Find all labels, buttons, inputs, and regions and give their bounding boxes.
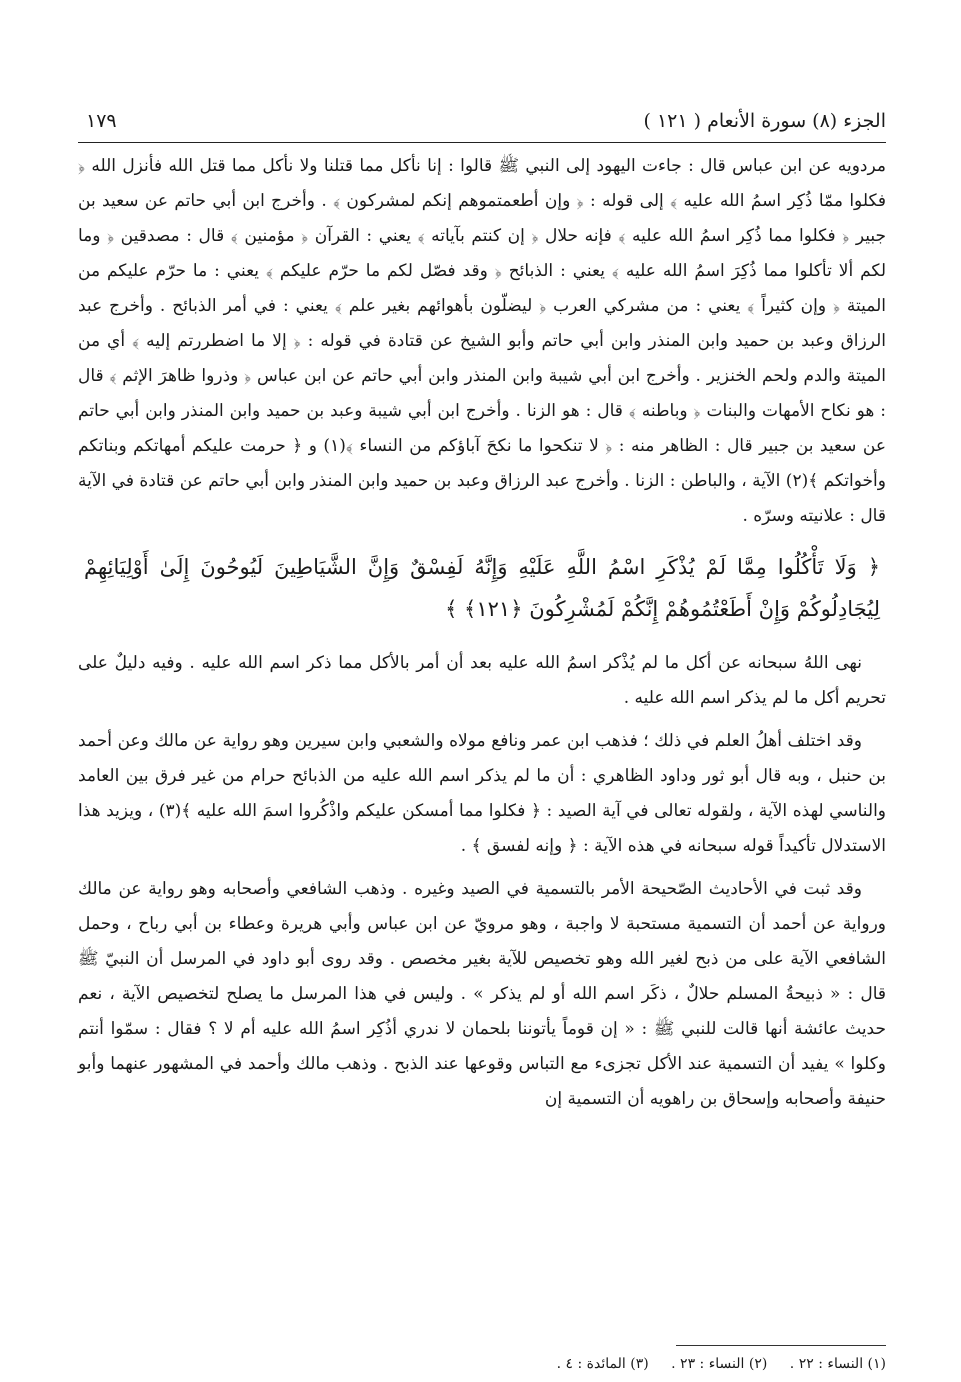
intro-paragraph: مردويه عن ابن عباس قال : جاءت اليهود إلى النبي ﷺ قالوا : إنا نأكل مما قتلنا ولا نأكل مما قتل الله فأنزل الله ﴿ فكلوا ممّا ذُكِر اسمُ الله عليه ﴾ إلى قوله : ﴿ وإن أطعمتموهم إنكم لمشركون ﴾ . وأخرج ابن أبي حاتم عن سعيد بن جبير ﴿ فكلوا مما ذُكِر اسمُ الله عليه ﴾ فإنه حلال ﴿ إن كنتم بآياته ﴾ يعني : القرآن ﴿ مؤمنين ﴾ قال : مصدقين ﴿ وما لكم ألا تأكلوا مما ذُكِرَ اسمُ الله عليه ﴾ يعني : الذبائح ﴿ وقد فصّل لكم ما حرّم عليكم ﴾ يعني : ما حرّم عليكم من الميتة ﴿ وإن كثيراً ﴾ يعني : من مشركي العرب ﴿ ليضلّون بأهوائهم بغير علم ﴾ يعني : في أمر الذبائح . وأخرج عبد الرزاق وعبد بن حميد وابن المنذر وابن أبي حاتم وأبو الشيخ عن قتادة في قوله : ﴿ إلا ما اضطررتم إليه ﴾ أي من الميتة والدم ولحم الخنزير . وأخرج ابن أبي شيبة وابن المنذر وابن أبي حاتم عن ابن عباس ﴿ وذروا ظاهرَ الإثم ﴾ قال : هو نكاح الأمهات والبنات ﴿ وباطنه ﴾ قال : هو الزنا . وأخرج ابن أبي شيبة وعبد بن حميد وابن المنذر وابن أبي حاتم عن سعيد بن جبير قال : الظاهر منه : ﴿ لا تنكحوا ما نكحَ آباؤكم من النساء ﴾(١) و ﴿ حرمت عليكم أمهاتكم وبناتكم وأخواتكم ﴾(٢) الآية ، والباطن : الزنا . وأخرج عبد الرزاق وعبد بن حميد وابن المنذر وابن أبي حاتم عن قتادة في الآية قال : علانيته وسرّه . [78, 156, 887, 526]
book-page [78, 102, 886, 1372]
footnote-3: (٣) المائدة : ٤ . [556, 1356, 649, 1372]
commentary-paragraph-1: نهى اللهُ سبحانه عن أكل ما لم يُذْكر اسمُ الله عليه بعد أن أمر بالأكل مما ذكر اسم الله عليه . وفيه دليلٌ على تحريم أكل ما لم يذكر اسم الله عليه . [78, 653, 886, 708]
footnote-2: (٢) النساء : ٢٣ . [671, 1356, 768, 1372]
footnote-1: (١) النساء : ٢٢ . [789, 1356, 886, 1372]
footnotes [539, 1356, 886, 1372]
commentary-paragraph-2: وقد اختلف أهلُ العلم في ذلك ؛ فذهب ابن عمر ونافع مولاه والشعبي وابن سيرين وهو رواية عن مالك وعن أحمد بن حنبل ، وبه قال أبو ثور وداود الظاهري : أن ما لم يذكر اسم الله عليه من الذبائح حرام من غير فرق بين العامد والناسي لهذه الآية ، ولقوله تعالى في آية الصيد : ﴿ فكلوا مما أمسكن عليكم واذْكُروا اسمَ الله عليه ﴾(٣) ، ويزيد هذا الاستدلال تأكيداً قوله سبحانه في هذه الآية : ﴿ وإنه لفسق ﴾ . [78, 731, 886, 856]
quran-verse: ﴿ وَلَا تَأْكُلُوا مِمَّا لَمْ يُذْكَرِ اسْمُ اللَّهِ عَلَيْهِ وَإِنَّهُ لَفِسْقٌ وَإِنَّ الشَّيَاطِينَ لَيُوحُونَ إِلَىٰ أَوْلِيَائِهِمْ لِيُجَادِلُوكُمْ وَإِنْ أَطَعْتُمُوهُمْ إِنَّكُمْ لَمُشْرِكُونَ ﴿١٢١﴾ ﴾ [84, 555, 880, 621]
commentary-paragraph-3: وقد ثبت في الأحاديث الصّحيحة الأمر بالتسمية في الصيد وغيره . وذهب الشافعي وأصحابه وهو رواية عن مالك ورواية عن أحمد أن التسمية مستحبة لا واجبة ، وهو مرويّ عن ابن عباس وأبي هريرة وعطاء بن أبي رباح ، وحمل الشافعي الآية على من ذبح لغير الله وهو تخصيص للآية بغير مخصص . وقد روى أبو داود في المرسل أن النبيّ ﷺ قال : « ذبيحةُ المسلم حلالٌ ، ذكَر اسم الله أو لم يذكر » . وليس في هذا المرسل ما يصلح لتخصيص الآية ، نعم حديث عائشة أنها قالت للنبي ﷺ : « إن قوماً يأتوننا بلحمان لا ندري أذُكِر اسمُ الله عليه أم لا ؟ فقال : سمّوا أنتم وكلوا » يفيد أن التسمية عند الأكل تجزىء مع التباس وقوعها عند الذبح . وذهب مالك وأحمد في المشهور عنهما وأبو حنيفة وأصحابه وإسحاق بن راهويه أن التسمية إن [78, 879, 886, 1109]
running-title: الجزء (٨) سورة الأنعام ( ١٢١ ) [643, 110, 886, 132]
page-header [78, 102, 886, 143]
footnote-divider [676, 1345, 886, 1346]
page-number: ١٧٩ [86, 110, 117, 132]
page-body [78, 149, 886, 1117]
